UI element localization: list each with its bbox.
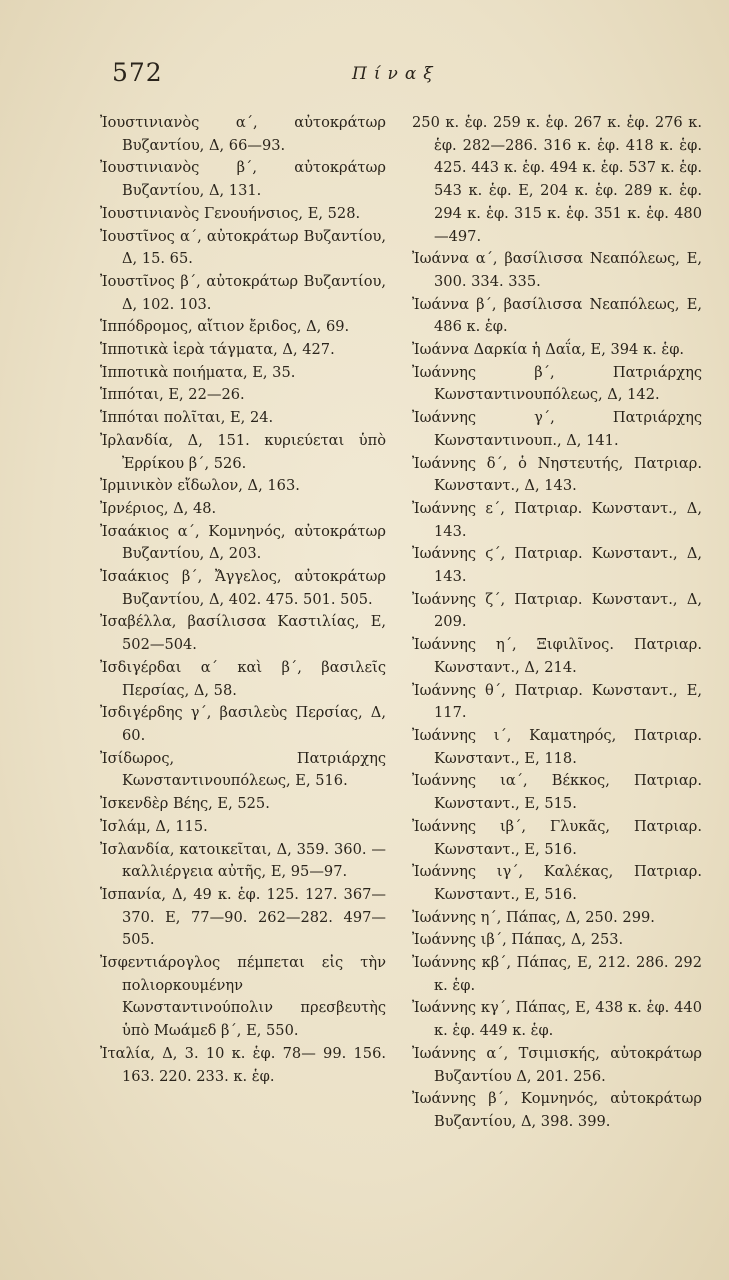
page-number: 572 bbox=[112, 58, 163, 87]
index-entry: Ἰσκενδὲρ Βέης, Ε, 525. bbox=[100, 795, 270, 813]
index-entry: Ἰωάννης ιγ΄, Καλέκας, Πατριαρ. Κωνσταντ., Ε, 516. bbox=[412, 863, 702, 903]
index-entry: Ἱπποτικὰ ἱερὰ τάγματα, Δ, 427. bbox=[100, 341, 335, 359]
index-entry: Ἱππόται, Ε, 22—26. bbox=[100, 386, 245, 404]
index-entry: Ἰουστινιανὸς Γενουήνσιος, Ε, 528. bbox=[100, 204, 361, 222]
index-entry: Ἱπποτικὰ ποιήματα, Ε, 35. bbox=[100, 363, 296, 381]
index-entry: Ἰωάννης ια΄, Βέκκος, Πατριαρ. Κωνσταντ., Ε, 515. bbox=[412, 772, 702, 813]
index-entry: Ἰωάννης δ΄, ὁ Νηστευτής, Πατριαρ. Κωνσταντ., Δ, 143. bbox=[412, 454, 702, 495]
index-entry: Ἰταλία, Δ, 3. 10 κ. ἑφ. 78— 99. 156. 163. 220. 233. κ. ἑφ. bbox=[100, 1044, 386, 1085]
index-entry: Ἰωάννης ζ΄, Πατριαρ. Κωνσταντ., Δ, 209. bbox=[412, 590, 702, 631]
index-entry: Ἰωάννης θ΄, Πατριαρ. Κωνσταντ., Ε, 117. bbox=[412, 681, 702, 722]
index-entry: Ἰρμινικὸν εἴδωλον, Δ, 163. bbox=[100, 477, 300, 495]
index-entry: Ἰωάννα β΄, βασίλισσα Νεαπόλεως, Ε, 486 κ. ἑφ. bbox=[412, 295, 702, 336]
index-entry: Ἰουστινιανὸς α΄, αὐτοκράτωρ Βυζαντίου, Δ, 66—93. bbox=[100, 114, 386, 154]
index-entry: Ἰσαβέλλα, βασίλισσα Καστιλίας, Ε, 502—504. bbox=[100, 613, 386, 654]
index-entry: Ἱσπανία, Δ, 49 κ. ἑφ. 125. 127. 367—370. Ε, 77—90. 262—282. 497—505. bbox=[100, 885, 386, 949]
index-entry: Ἰωάννα Δαρκία ἡ Δαΐα, Ε, 394 κ. ἑφ. bbox=[412, 341, 685, 359]
index-entry: Ἰουστῖνος β΄, αὐτοκράτωρ Βυζαντίου, Δ, 102. 103. bbox=[100, 272, 386, 313]
index-entry: Ἰωάννης ι΄, Καματηρός, Πατριαρ. Κωνσταντ., Ε, 118. bbox=[412, 726, 702, 767]
index-entry: Ἰσφεντιάρογλος πέμπεται εἰς τὴν πολιορκουμένην Κωνσταντινούπολιν πρεσβευτὴς ὑπὸ Μωάμεδ β΄, Ε, 550. bbox=[100, 954, 386, 1040]
index-entry: Ἰωάννης ιβ΄, Πάπας, Δ, 253. bbox=[412, 931, 624, 949]
index-entry: Ἰσδιγέρδαι α΄ καὶ β΄, βασιλεῖς Περσίας, Δ, 58. bbox=[100, 658, 386, 699]
running-head: Πίναξ bbox=[352, 64, 440, 84]
index-entry: Ἰσαάκιος β΄, Ἄγγελος, αὐτοκράτωρ Βυζαντίου, Δ, 402. 475. 501. 505. bbox=[100, 568, 386, 608]
index-entry: Ἰσίδωρος, Πατριάρχης Κωνσταντινουπόλεως, Ε, 516. bbox=[100, 749, 386, 790]
index-entry: Ἰωάννης η΄, Πάπας, Δ, 250. 299. bbox=[412, 908, 655, 926]
index-entry: Ἰωάννης ιβ΄, Γλυκᾶς, Πατριαρ. Κωνσταντ., Ε, 516. bbox=[412, 817, 702, 858]
index-entry-continuation: 250 κ. ἑφ. 259 κ. ἑφ. 267 κ. ἑφ. 276 κ. ἑφ. 282—286. 316 κ. ἑφ. 418 κ. ἑφ. 425. 443 κ. ἑφ. 494 κ. ἑφ. 537 κ. ἑφ. 543 κ. ἑφ. Ε, 204 κ. ἑφ. 289 κ. ἑφ. 294 κ. ἑφ. 315 κ. ἑφ. 351 κ. ἑφ. 480—497. bbox=[412, 114, 702, 245]
index-entry: Ἰωάννης β΄, Κομνηνός, αὐτοκράτωρ Βυζαντίου, Δ, 398. 399. bbox=[412, 1090, 702, 1130]
index-column-left bbox=[100, 112, 386, 1088]
index-entry: Ἰσαάκιος α΄, Κομνηνός, αὐτοκράτωρ Βυζαντίου, Δ, 203. bbox=[100, 522, 386, 563]
index-entry: Ἰωάννης η΄, Ξιφιλῖνος. Πατριαρ. Κωνσταντ., Δ, 214. bbox=[412, 636, 702, 676]
index-entry: Ἰωάννης κβ΄, Πάπας, Ε, 212. 286. 292 κ. ἑφ. bbox=[412, 954, 702, 994]
index-entry: Ἰωάννα α΄, βασίλισσα Νεαπόλεως, Ε, 300. 334. 335. bbox=[412, 250, 702, 290]
index-entry: Ἰωάννης ε΄, Πατριαρ. Κωνσταντ., Δ, 143. bbox=[412, 499, 702, 540]
index-entry: Ἱππόδρομος, αἴτιον ἔριδος, Δ, 69. bbox=[100, 318, 350, 336]
index-entry: Ἰωάννης β΄, Πατριάρχης Κωνσταντινουπόλεως, Δ, 142. bbox=[412, 363, 702, 404]
index-entry: Ἰσδιγέρδης γ΄, βασιλεὺς Περσίας, Δ, 60. bbox=[100, 704, 386, 744]
index-entry: Ἰρνέριος, Δ, 48. bbox=[100, 499, 217, 517]
index-entry: Ἰσλάμ, Δ, 115. bbox=[100, 817, 208, 835]
index-entry: Ἰωάννης α΄, Τσιμισκής, αὐτοκράτωρ Βυζαντίου Δ, 201. 256. bbox=[412, 1044, 702, 1085]
index-entry: Ἰρλανδία, Δ, 151. κυριεύεται ὑπὸ Ἐρρίκου β΄, 526. bbox=[100, 431, 386, 472]
index-column-right bbox=[412, 112, 702, 1134]
index-entry: Ἰωάννης γ΄, Πατριάρχης Κωνσταντινουπ., Δ, 141. bbox=[412, 409, 702, 449]
page-header bbox=[0, 58, 729, 98]
index-entry: Ἰωάννης ϛ΄, Πατριαρ. Κωνσταντ., Δ, 143. bbox=[412, 545, 702, 586]
index-entry: Ἱππόται πολῖται, Ε, 24. bbox=[100, 409, 274, 427]
index-entry: Ἰουστινιανὸς β΄, αὐτοκράτωρ Βυζαντίου, Δ, 131. bbox=[100, 159, 386, 200]
index-entry: Ἰουστῖνος α΄, αὐτοκράτωρ Βυζαντίου, Δ, 15. 65. bbox=[100, 227, 386, 268]
index-entry: Ἰωάννης κγ΄, Πάπας, Ε, 438 κ. ἑφ. 440 κ. ἑφ. 449 κ. ἑφ. bbox=[412, 999, 702, 1040]
index-entry: Ἰσλανδία, κατοικεῖται, Δ, 359. 360. — καλλιέργεια αὐτῆς, Ε, 95—97. bbox=[100, 840, 386, 881]
